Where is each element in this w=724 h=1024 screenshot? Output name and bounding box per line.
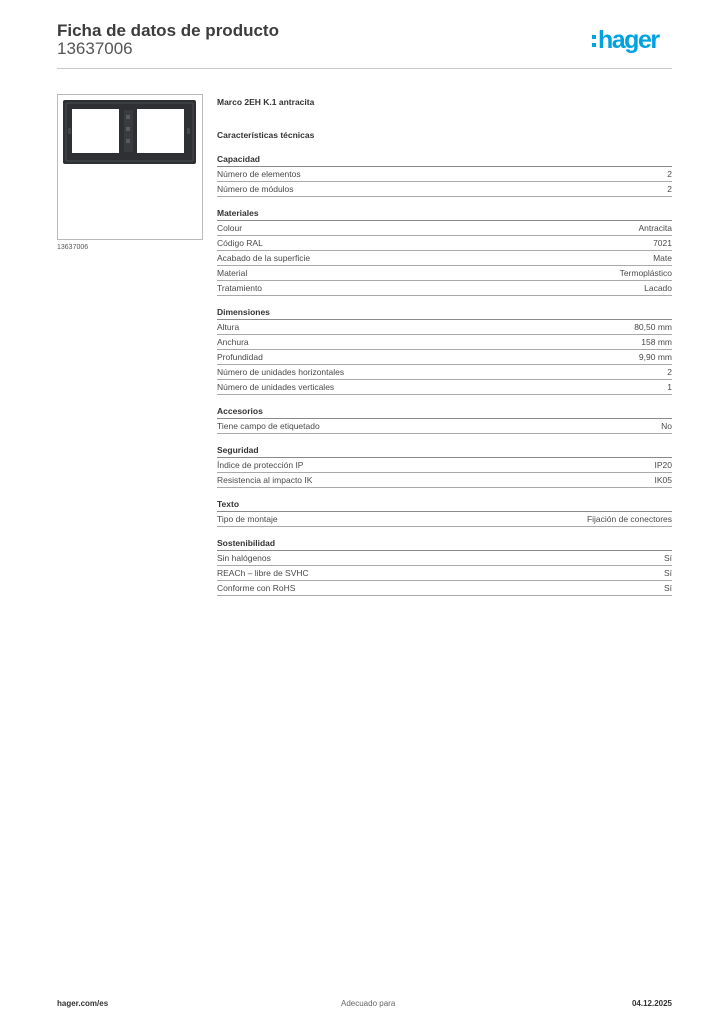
hager-logo — [592, 27, 676, 57]
spec-value: Termoplástico — [619, 268, 672, 278]
spec-value: 2 — [667, 169, 672, 179]
spec-value: 158 mm — [641, 337, 672, 347]
frame-opening-left — [72, 109, 119, 153]
spec-label: Acabado de la superficie — [217, 253, 311, 263]
spec-label: Tipo de montaje — [217, 514, 278, 524]
spec-value: 2 — [667, 184, 672, 194]
spec-label: Número de unidades horizontales — [217, 367, 345, 377]
spec-label: Colour — [217, 223, 243, 233]
spec-label: Profundidad — [217, 352, 263, 362]
spec-row — [217, 566, 672, 581]
spec-value: Fijación de conectores — [586, 514, 672, 524]
frame-image — [58, 95, 202, 239]
spec-row — [217, 365, 672, 380]
frame-opening-right — [137, 109, 184, 153]
spec-row — [217, 458, 672, 473]
spec-sections — [217, 153, 672, 596]
image-caption: 13637006 — [57, 244, 89, 251]
spec-label: Anchura — [217, 337, 249, 347]
spec-row — [217, 512, 672, 527]
spec-label: Tratamiento — [217, 283, 263, 293]
spec-value: Sí — [663, 568, 672, 578]
footer-suitability: Adecuado para — [341, 999, 396, 1008]
spec-value: No — [661, 421, 672, 431]
brand-name: hager — [598, 26, 659, 54]
footer-date: 04.12.2025 — [631, 999, 672, 1008]
spec-label: Índice de protección IP — [217, 460, 304, 470]
technical-heading: Características técnicas — [217, 130, 315, 140]
spec-section — [217, 306, 672, 395]
spec-row — [217, 266, 672, 281]
spec-row — [217, 251, 672, 266]
spec-section — [217, 153, 672, 197]
article-number: 13637006 — [57, 39, 133, 58]
spec-row — [217, 182, 672, 197]
spec-label: Material — [217, 268, 248, 278]
spec-label: Tiene campo de etiquetado — [217, 421, 320, 431]
spec-label: REACh – libre de SVHC — [217, 568, 309, 578]
spec-label: Código RAL — [217, 238, 263, 248]
spec-label: Número de unidades verticales — [217, 382, 335, 392]
logo-dot-top — [592, 35, 596, 39]
spec-row — [217, 473, 672, 488]
spec-value: Mate — [653, 253, 672, 263]
spec-row — [217, 335, 672, 350]
spec-value: IP20 — [654, 460, 672, 470]
header-divider — [57, 68, 672, 69]
spec-value: 2 — [667, 367, 672, 377]
spec-row — [217, 581, 672, 596]
logo-dot-bottom — [592, 43, 596, 47]
spec-section — [217, 498, 672, 527]
section-title: Materiales — [217, 207, 672, 221]
spec-row — [217, 320, 672, 335]
spec-row — [217, 350, 672, 365]
spec-value: Lacado — [644, 283, 672, 293]
spec-value: 1 — [667, 382, 672, 392]
spec-value: IK05 — [654, 475, 672, 485]
section-title: Texto — [217, 498, 672, 512]
product-details — [217, 96, 672, 596]
spec-row — [217, 380, 672, 395]
spec-row — [217, 221, 672, 236]
product-name: Marco 2EH K.1 antracita — [217, 97, 315, 107]
spec-section — [217, 405, 672, 434]
section-title: Accesorios — [217, 405, 672, 419]
spec-label: Sin halógenos — [217, 553, 271, 563]
page-title: Ficha de datos de producto — [57, 21, 279, 40]
spec-label: Altura — [217, 322, 240, 332]
spec-value: Antracita — [638, 223, 672, 233]
section-title: Seguridad — [217, 444, 672, 458]
section-title: Sostenibilidad — [217, 537, 672, 551]
spec-row — [217, 551, 672, 566]
product-image — [57, 94, 203, 240]
section-title: Capacidad — [217, 153, 672, 167]
spec-section — [217, 207, 672, 296]
spec-section — [217, 537, 672, 596]
spec-label: Número de elementos — [217, 169, 301, 179]
spec-row — [217, 281, 672, 296]
spec-row — [217, 167, 672, 182]
spec-label: Resistencia al impacto IK — [217, 475, 313, 485]
spec-value: Sí — [663, 583, 672, 593]
footer-website[interactable]: hager.com/es — [57, 999, 109, 1008]
section-title: Dimensiones — [217, 306, 672, 320]
spec-label: Conforme con RoHS — [217, 583, 296, 593]
spec-value: 9,90 mm — [638, 352, 672, 362]
spec-value: 80,50 mm — [634, 322, 672, 332]
spec-row — [217, 236, 672, 251]
spec-section — [217, 444, 672, 488]
spec-label: Número de módulos — [217, 184, 294, 194]
spec-value: Sí — [663, 553, 672, 563]
spec-row — [217, 419, 672, 434]
spec-value: 7021 — [653, 238, 672, 248]
